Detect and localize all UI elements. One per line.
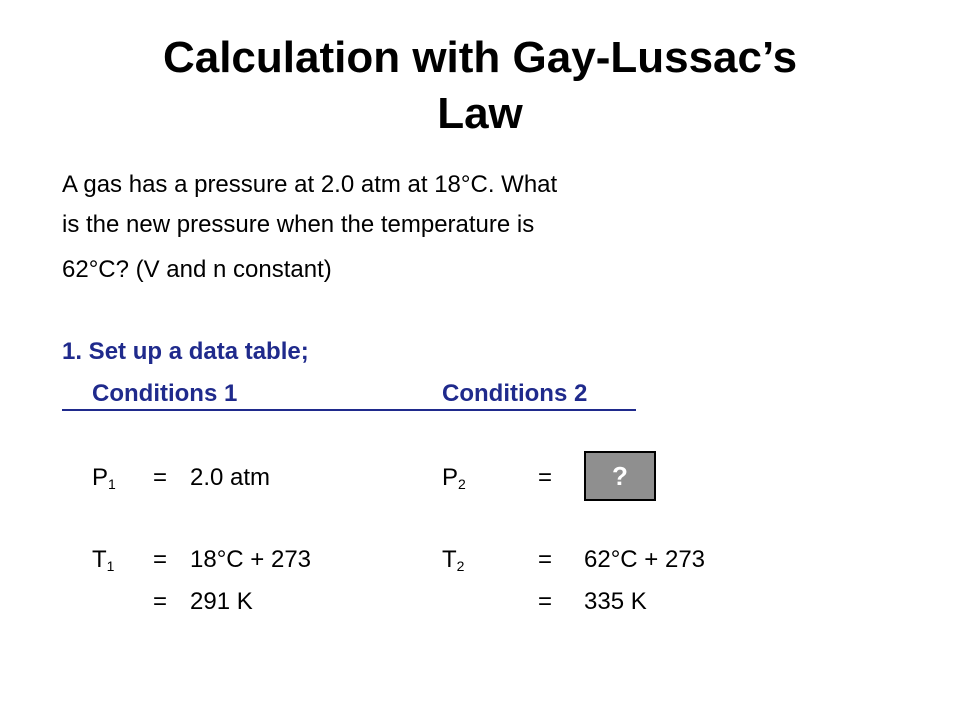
t1-result-value: 291 K <box>190 588 253 615</box>
header-underline <box>62 409 636 411</box>
t2-equals: = <box>538 546 553 573</box>
p1-letter: P <box>92 464 109 491</box>
p1-value: 2.0 atm <box>190 464 271 491</box>
slide-title <box>0 30 960 142</box>
t2-symbol <box>442 545 464 581</box>
t2-result-value: 335 K <box>584 588 647 615</box>
question-line-2: is the new pressure when the temperature is <box>62 211 535 238</box>
t2-letter: T <box>442 546 457 573</box>
p1-subscript: 1 <box>108 476 116 492</box>
t1-subscript: 1 <box>106 558 115 574</box>
title-line-2: Law <box>437 89 523 138</box>
t2-result-equals: = <box>538 588 553 615</box>
t1-equals: = <box>153 546 168 573</box>
p1-symbol <box>92 463 116 499</box>
question-line-1: A gas has a pressure at 2.0 atm at 18°C. What <box>62 171 558 198</box>
title-line-1: Calculation with Gay-Lussac’s <box>162 33 798 82</box>
step-1-heading: 1. Set up a data table; <box>62 338 309 365</box>
question-line-3: 62°C? (V and n constant) <box>62 256 332 283</box>
p2-letter: P <box>442 464 459 491</box>
p2-equals: = <box>538 464 553 491</box>
p1-equals: = <box>153 464 168 491</box>
t1-symbol <box>92 545 114 581</box>
unknown-p2-box: ? <box>584 451 656 501</box>
conditions-2-header: Conditions 2 <box>442 380 588 407</box>
t1-result-equals: = <box>153 588 168 615</box>
conditions-1-header: Conditions 1 <box>92 380 238 407</box>
p2-symbol <box>442 463 466 499</box>
t2-value: 62°C + 273 <box>584 546 706 573</box>
t1-letter: T <box>92 546 107 573</box>
t1-value: 18°C + 273 <box>190 546 312 573</box>
p2-subscript: 2 <box>458 476 466 492</box>
t2-subscript: 2 <box>456 558 465 574</box>
